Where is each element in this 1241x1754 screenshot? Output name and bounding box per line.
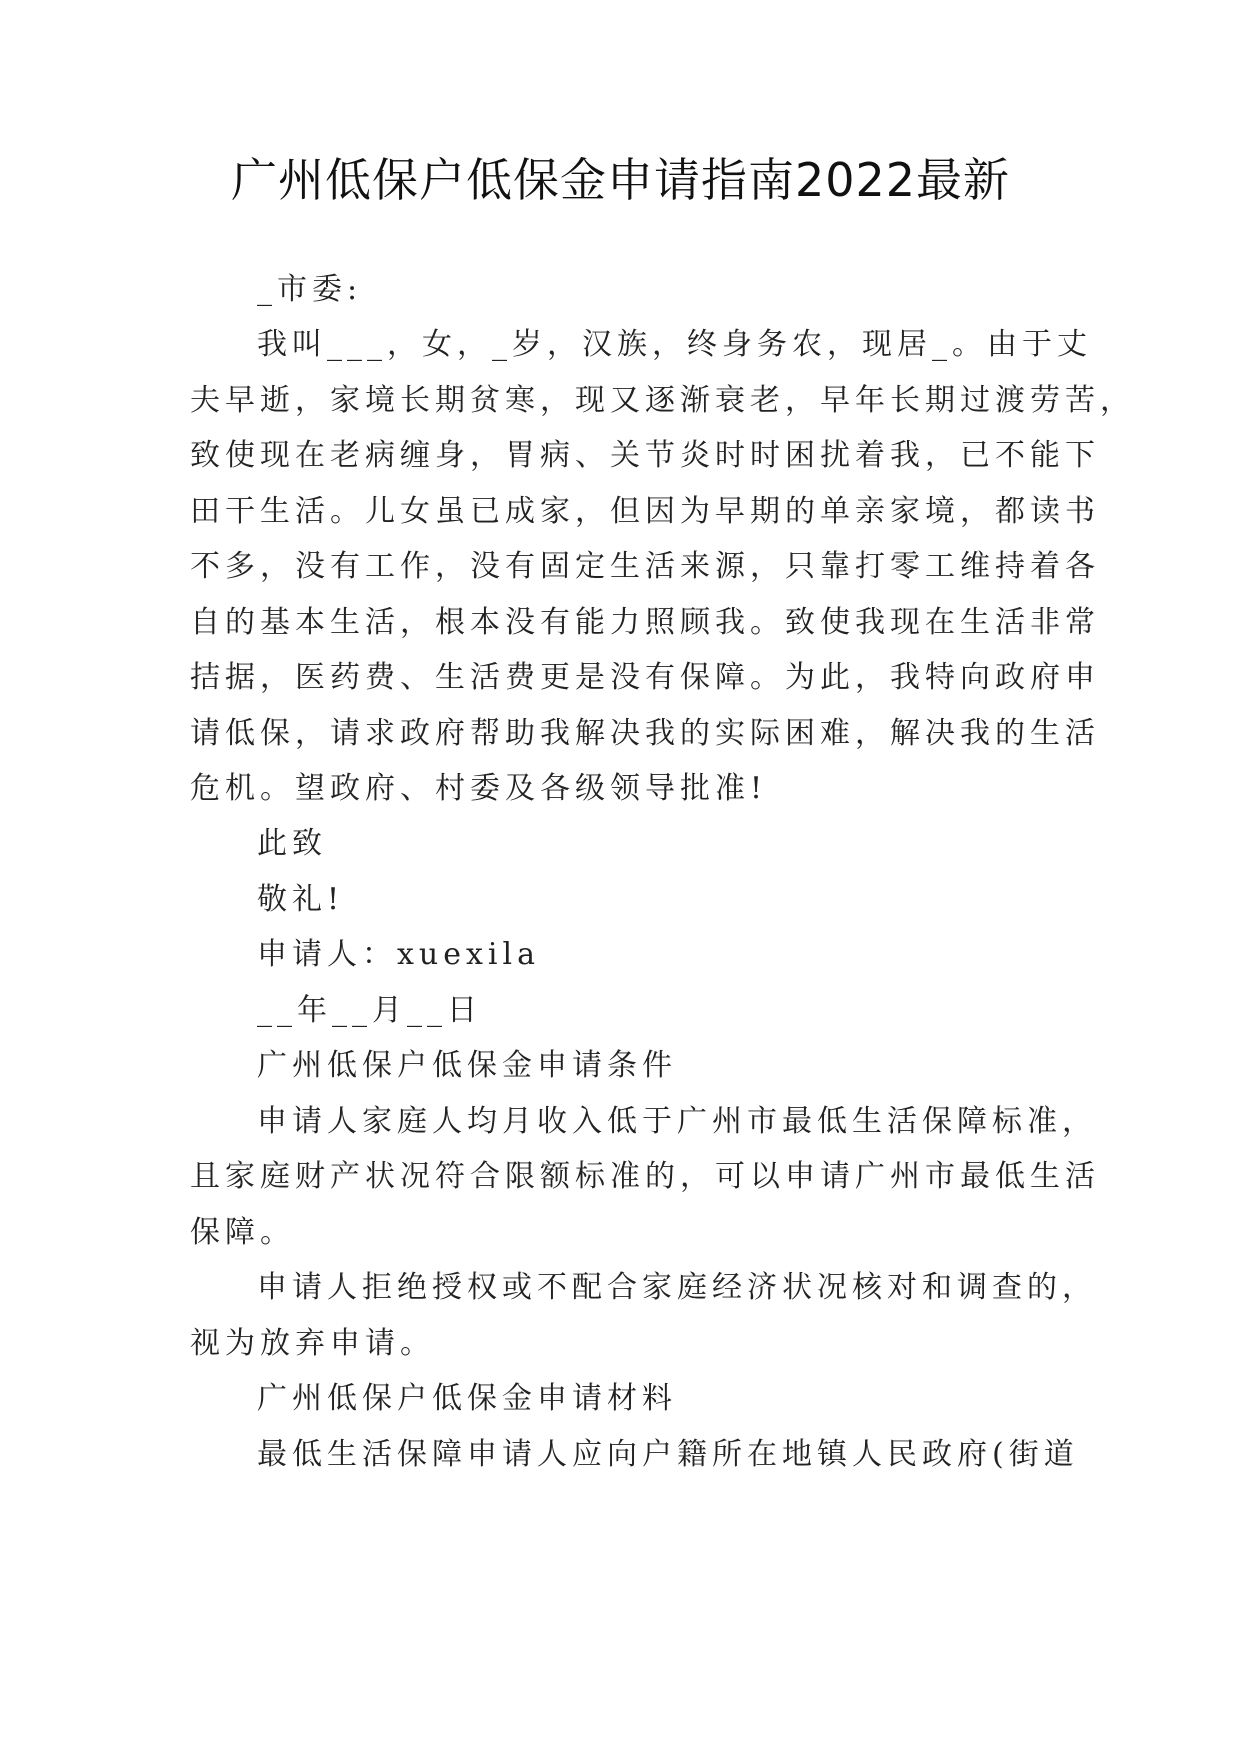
body-line: 请低保，请求政府帮助我解决我的实际困难，解决我的生活 (190, 716, 1100, 751)
body-line: 危机。望政府、村委及各级领导批准! (190, 771, 768, 806)
document-title: 广州低保户低保金申请指南2022最新 (230, 153, 1011, 207)
conditions-line: 视为放弃申请。 (190, 1326, 435, 1361)
conditions-line: 申请人拒绝授权或不配合家庭经济状况核对和调查的， (257, 1270, 1097, 1305)
closing-line: 敬礼! (257, 882, 345, 917)
section-heading-materials: 广州低保户低保金申请材料 (257, 1381, 677, 1416)
section-heading-conditions: 广州低保户低保金申请条件 (257, 1048, 677, 1083)
body-line: 致使现在老病缠身，胃病、关节炎时时困扰着我，已不能下 (190, 438, 1100, 473)
materials-line: 最低生活保障申请人应向户籍所在地镇人民政府(街道 (257, 1437, 1079, 1472)
body-line: 我叫___，女，_岁，汉族，终身务农，现居_。由于丈 (257, 327, 1092, 362)
body-line: 夫早逝，家境长期贫寒，现又逐渐衰老，早年长期过渡劳苦， (190, 383, 1135, 418)
conditions-line: 申请人家庭人均月收入低于广州市最低生活保障标准， (257, 1104, 1097, 1139)
applicant-line: 申请人：xuexila (257, 937, 540, 972)
date-line: __年__月__日 (257, 993, 482, 1028)
conditions-line: 且家庭财产状况符合限额标准的，可以申请广州市最低生活 (190, 1159, 1100, 1194)
closing-line: 此致 (257, 826, 327, 861)
body-line: 拮据，医药费、生活费更是没有保障。为此，我特向政府申 (190, 660, 1100, 695)
body-line: 不多，没有工作，没有固定生活来源，只靠打零工维持着各 (190, 549, 1100, 584)
salutation: _市委: (257, 272, 363, 307)
conditions-line: 保障。 (190, 1215, 295, 1250)
body-line: 自的基本生活，根本没有能力照顾我。致使我现在生活非常 (190, 605, 1100, 640)
body-line: 田干生活。儿女虽已成家，但因为早期的单亲家境，都读书 (190, 494, 1100, 529)
